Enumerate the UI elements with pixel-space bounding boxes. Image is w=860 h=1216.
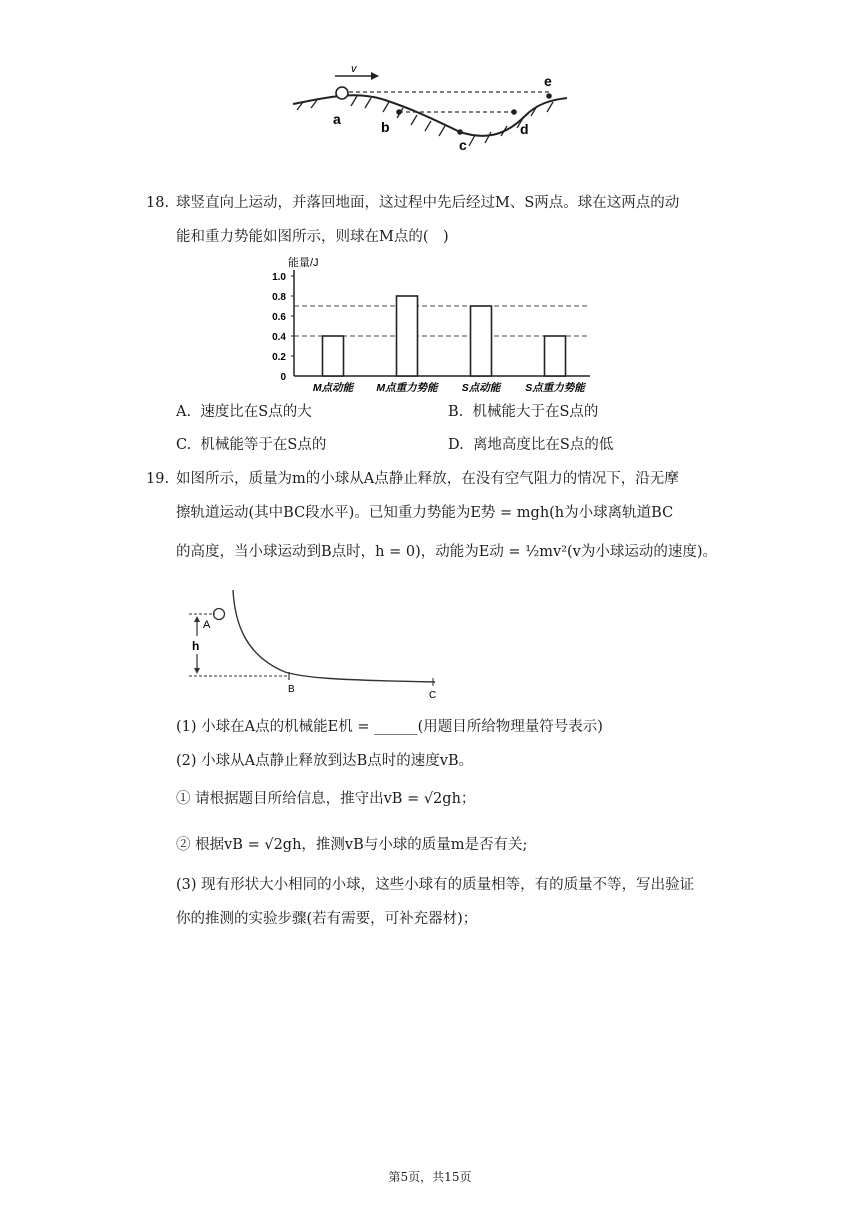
x-category-label: M点重力势能 <box>376 382 438 394</box>
bar <box>471 306 492 376</box>
y-tick-label: 0.8 <box>272 292 286 303</box>
y-axis-label: 能量/J <box>288 257 319 269</box>
point-e <box>546 93 552 99</box>
q19-sub2: (2) 小球从A点静止释放到达B点时的速度vB。 <box>176 753 474 769</box>
x-category-label: S点动能 <box>461 382 501 394</box>
y-tick-label: 0.4 <box>272 332 286 343</box>
y-tick-label: 0.2 <box>272 352 286 363</box>
bar <box>323 336 344 376</box>
x-category-label: S点重力势能 <box>525 382 585 394</box>
energy-bar-chart <box>262 252 602 398</box>
curved-track-figure <box>185 586 450 701</box>
q18-option-b[interactable] <box>448 401 598 423</box>
label-B: B <box>288 684 295 695</box>
label-d: d <box>520 121 529 137</box>
bar <box>397 296 418 376</box>
q19-sub2b: ② 根据vB = √2gh，推测vB与小球的质量m是否有关; <box>176 837 528 853</box>
option-a-text: 速度比在S点的大 <box>200 404 312 420</box>
point-d <box>511 109 517 115</box>
y-tick-label: 0.6 <box>272 312 286 323</box>
label-A: A <box>203 619 211 631</box>
option-c-text: 机械能等于在S点的 <box>200 437 327 453</box>
q19-sub1: (1) 小球在A点的机械能E机 = ______(用题目所给物理量符号表示) <box>176 719 603 735</box>
ball <box>336 87 348 99</box>
q19-line2: 擦轨道运动(其中BC段水平)。已知重力势能为E势 = mgh(h为小球离轨道BC <box>176 505 674 521</box>
label-a: a <box>333 111 341 127</box>
option-b-text: 机械能大于在S点的 <box>472 404 599 420</box>
option-b-letter: B. <box>448 404 464 420</box>
y-tick-label: 0 <box>280 372 286 383</box>
x-category-label: M点动能 <box>312 382 354 394</box>
option-d-text: 离地高度比在S点的低 <box>472 437 614 453</box>
point-c <box>457 129 463 135</box>
q19-line3: 的高度，当小球运动到B点时，h = 0)，动能为E动 = ½mv²(v为小球运动的速度)。 <box>176 544 718 560</box>
page-footer: 第5页，共15页 <box>388 1170 472 1184</box>
q18-number: 18. <box>146 195 170 211</box>
ball-a <box>214 609 225 620</box>
q19-sub3-line1: (3) 现有形状大小相同的小球，这些小球有的质量相等，有的质量不等，写出验证 <box>176 877 695 893</box>
q18-option-a[interactable] <box>176 401 312 423</box>
wave-track-figure <box>285 60 575 160</box>
q19-sub2a: ① 请根据题目所给信息，推守出vB = √2gh； <box>176 791 476 807</box>
q18-line1: 球竖直向上运动，并落回地面，这过程中先后经过M、S两点。球在这两点的动 <box>176 195 680 211</box>
option-d-letter: D. <box>448 437 464 453</box>
option-a-letter: A. <box>176 404 192 420</box>
q18-option-c[interactable] <box>176 434 326 456</box>
label-e: e <box>544 73 552 89</box>
point-b <box>396 109 402 115</box>
label-c: c <box>459 137 467 153</box>
q19-sub3-line2: 你的推测的实验步骤(若有需要，可补充器材)； <box>176 911 478 927</box>
q18-line2: 能和重力势能如图所示，则球在M点的( ) <box>176 229 449 245</box>
q18-option-d[interactable] <box>448 434 613 456</box>
label-v: v <box>351 63 357 75</box>
q19-line1: 如图所示，质量为m的小球从A点静止释放，在没有空气阻力的情况下，沿无摩 <box>176 471 679 487</box>
label-C: C <box>429 690 437 701</box>
track-curve <box>233 590 435 682</box>
label-h: h <box>192 639 200 653</box>
q19-number: 19. <box>146 471 170 487</box>
option-c-letter: C. <box>176 437 192 453</box>
label-b: b <box>381 119 390 135</box>
y-tick-label: 1.0 <box>272 272 286 283</box>
bar <box>545 336 566 376</box>
